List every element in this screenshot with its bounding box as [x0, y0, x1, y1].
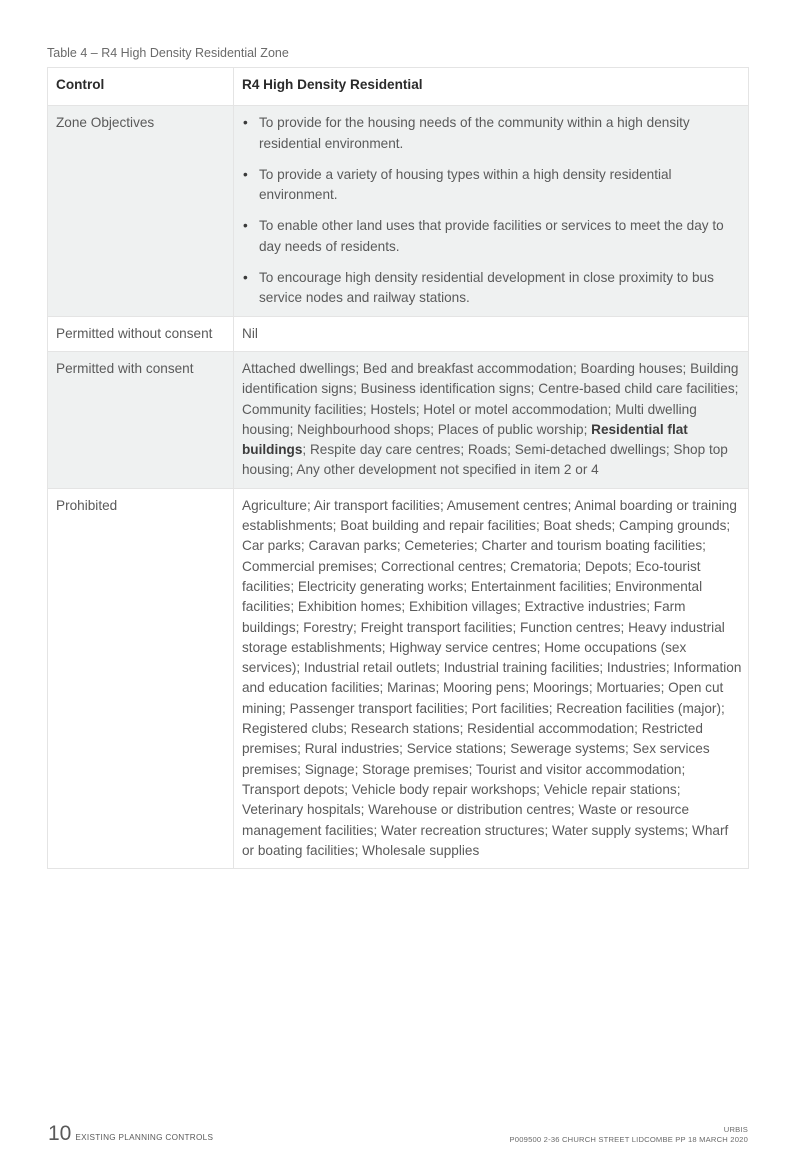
- objective-item: [242, 216, 744, 257]
- row-label: Prohibited: [48, 488, 234, 868]
- table-row-permitted-without-consent: [48, 316, 749, 351]
- objective-text: To enable other land uses that provide facilities or services to meet the day to day needs of residents.: [259, 218, 724, 254]
- objectives-list: [242, 113, 744, 308]
- objective-text: To provide a variety of housing types within a high density residential environment.: [259, 166, 672, 203]
- row-label: Permitted without consent: [48, 316, 234, 351]
- page-number: 10: [48, 1122, 72, 1145]
- row-value: Nil: [234, 316, 749, 351]
- section-title: EXISTING PLANNING CONTROLS: [75, 1133, 214, 1142]
- objective-text: To encourage high density residential development in close proximity to bus service nodes and railway stations.: [259, 270, 714, 306]
- bullet-icon: •: [243, 270, 248, 286]
- row-value: [234, 106, 749, 316]
- objective-text: To provide for the housing needs of the community within a high density residential environment.: [259, 115, 690, 151]
- page-footer-right: [510, 1125, 748, 1145]
- page-footer-left: [48, 1122, 213, 1146]
- bullet-icon: •: [243, 218, 248, 234]
- header-control: Control: [48, 68, 234, 106]
- value-text-before: Attached dwellings; Bed and breakfast accommodation; Boarding houses; Building identification signs; Business identification signs; Centre-based child care facilities; Community facilities; Hostels; Hotel or motel accommodation; Multi dwelling housing; Neighbourhood shops; Places of public worship;: [242, 360, 739, 437]
- bullet-icon: •: [243, 166, 248, 182]
- document-reference: P009500 2-36 CHURCH STREET LIDCOMBE PP 18 MARCH 2020: [509, 1135, 748, 1144]
- table-caption: Table 4 – R4 High Density Residential Zone: [47, 46, 289, 60]
- header-zone: R4 High Density Residential: [234, 68, 749, 106]
- row-label: Zone Objectives: [48, 106, 234, 316]
- row-value: [234, 351, 749, 488]
- row-label: Permitted with consent: [48, 351, 234, 488]
- table-row-permitted-with-consent: [48, 351, 749, 488]
- row-value: Agriculture; Air transport facilities; Amusement centres; Animal boarding or training establishments; Boat building and repair facilities; Boat sheds; Camping grounds; Car parks; Caravan parks; Cemeteries; Charter and tourism boating facilities; Commercial premises; Correctional centres; Crematoria; Depots; Eco-tourist facilities; Electricity generating works; Entertainment facilities; Environmental facilities; Exhibition homes; Exhibition villages; Extractive industries; Farm buildings; Forestry; Freight transport facilities; Function centres; Heavy industrial storage establishments; Highway service centres; Home occupations (sex services); Industrial retail outlets; Industrial training facilities; Industries; Information and education facilities; Marinas; Mooring pens; Moorings; Mortuaries; Open cut mining; Passenger transport facilities; Port facilities; Recreation facilities (major); Registered clubs; Research stations; Residential accommodation; Restricted premises; Rural industries; Service stations; Sewerage systems; Sex services premises; Signage; Storage premises; Tourist and visitor accommodation; Transport depots; Vehicle body repair workshops; Vehicle repair stations; Veterinary hospitals; Warehouse or distribution centres; Waste or resource management facilities; Water recreation structures; Water supply systems; Wharf or boating facilities; Wholesale supplies: [234, 488, 749, 868]
- objective-item: [242, 165, 744, 206]
- company-name: URBIS: [723, 1125, 748, 1134]
- bullet-icon: •: [243, 115, 248, 131]
- zone-controls-table: [47, 67, 749, 869]
- objective-item: [242, 268, 744, 309]
- value-text-after: ; Respite day care centres; Roads; Semi-detached dwellings; Shop top housing; Any other development not specified in item 2 or 4: [242, 442, 728, 478]
- table-row-prohibited: [48, 488, 749, 868]
- objective-item: [242, 113, 744, 154]
- value-text-bold: Residential flat buildings: [242, 421, 688, 458]
- table-row-objectives: [48, 106, 749, 316]
- table-header-row: [48, 68, 749, 106]
